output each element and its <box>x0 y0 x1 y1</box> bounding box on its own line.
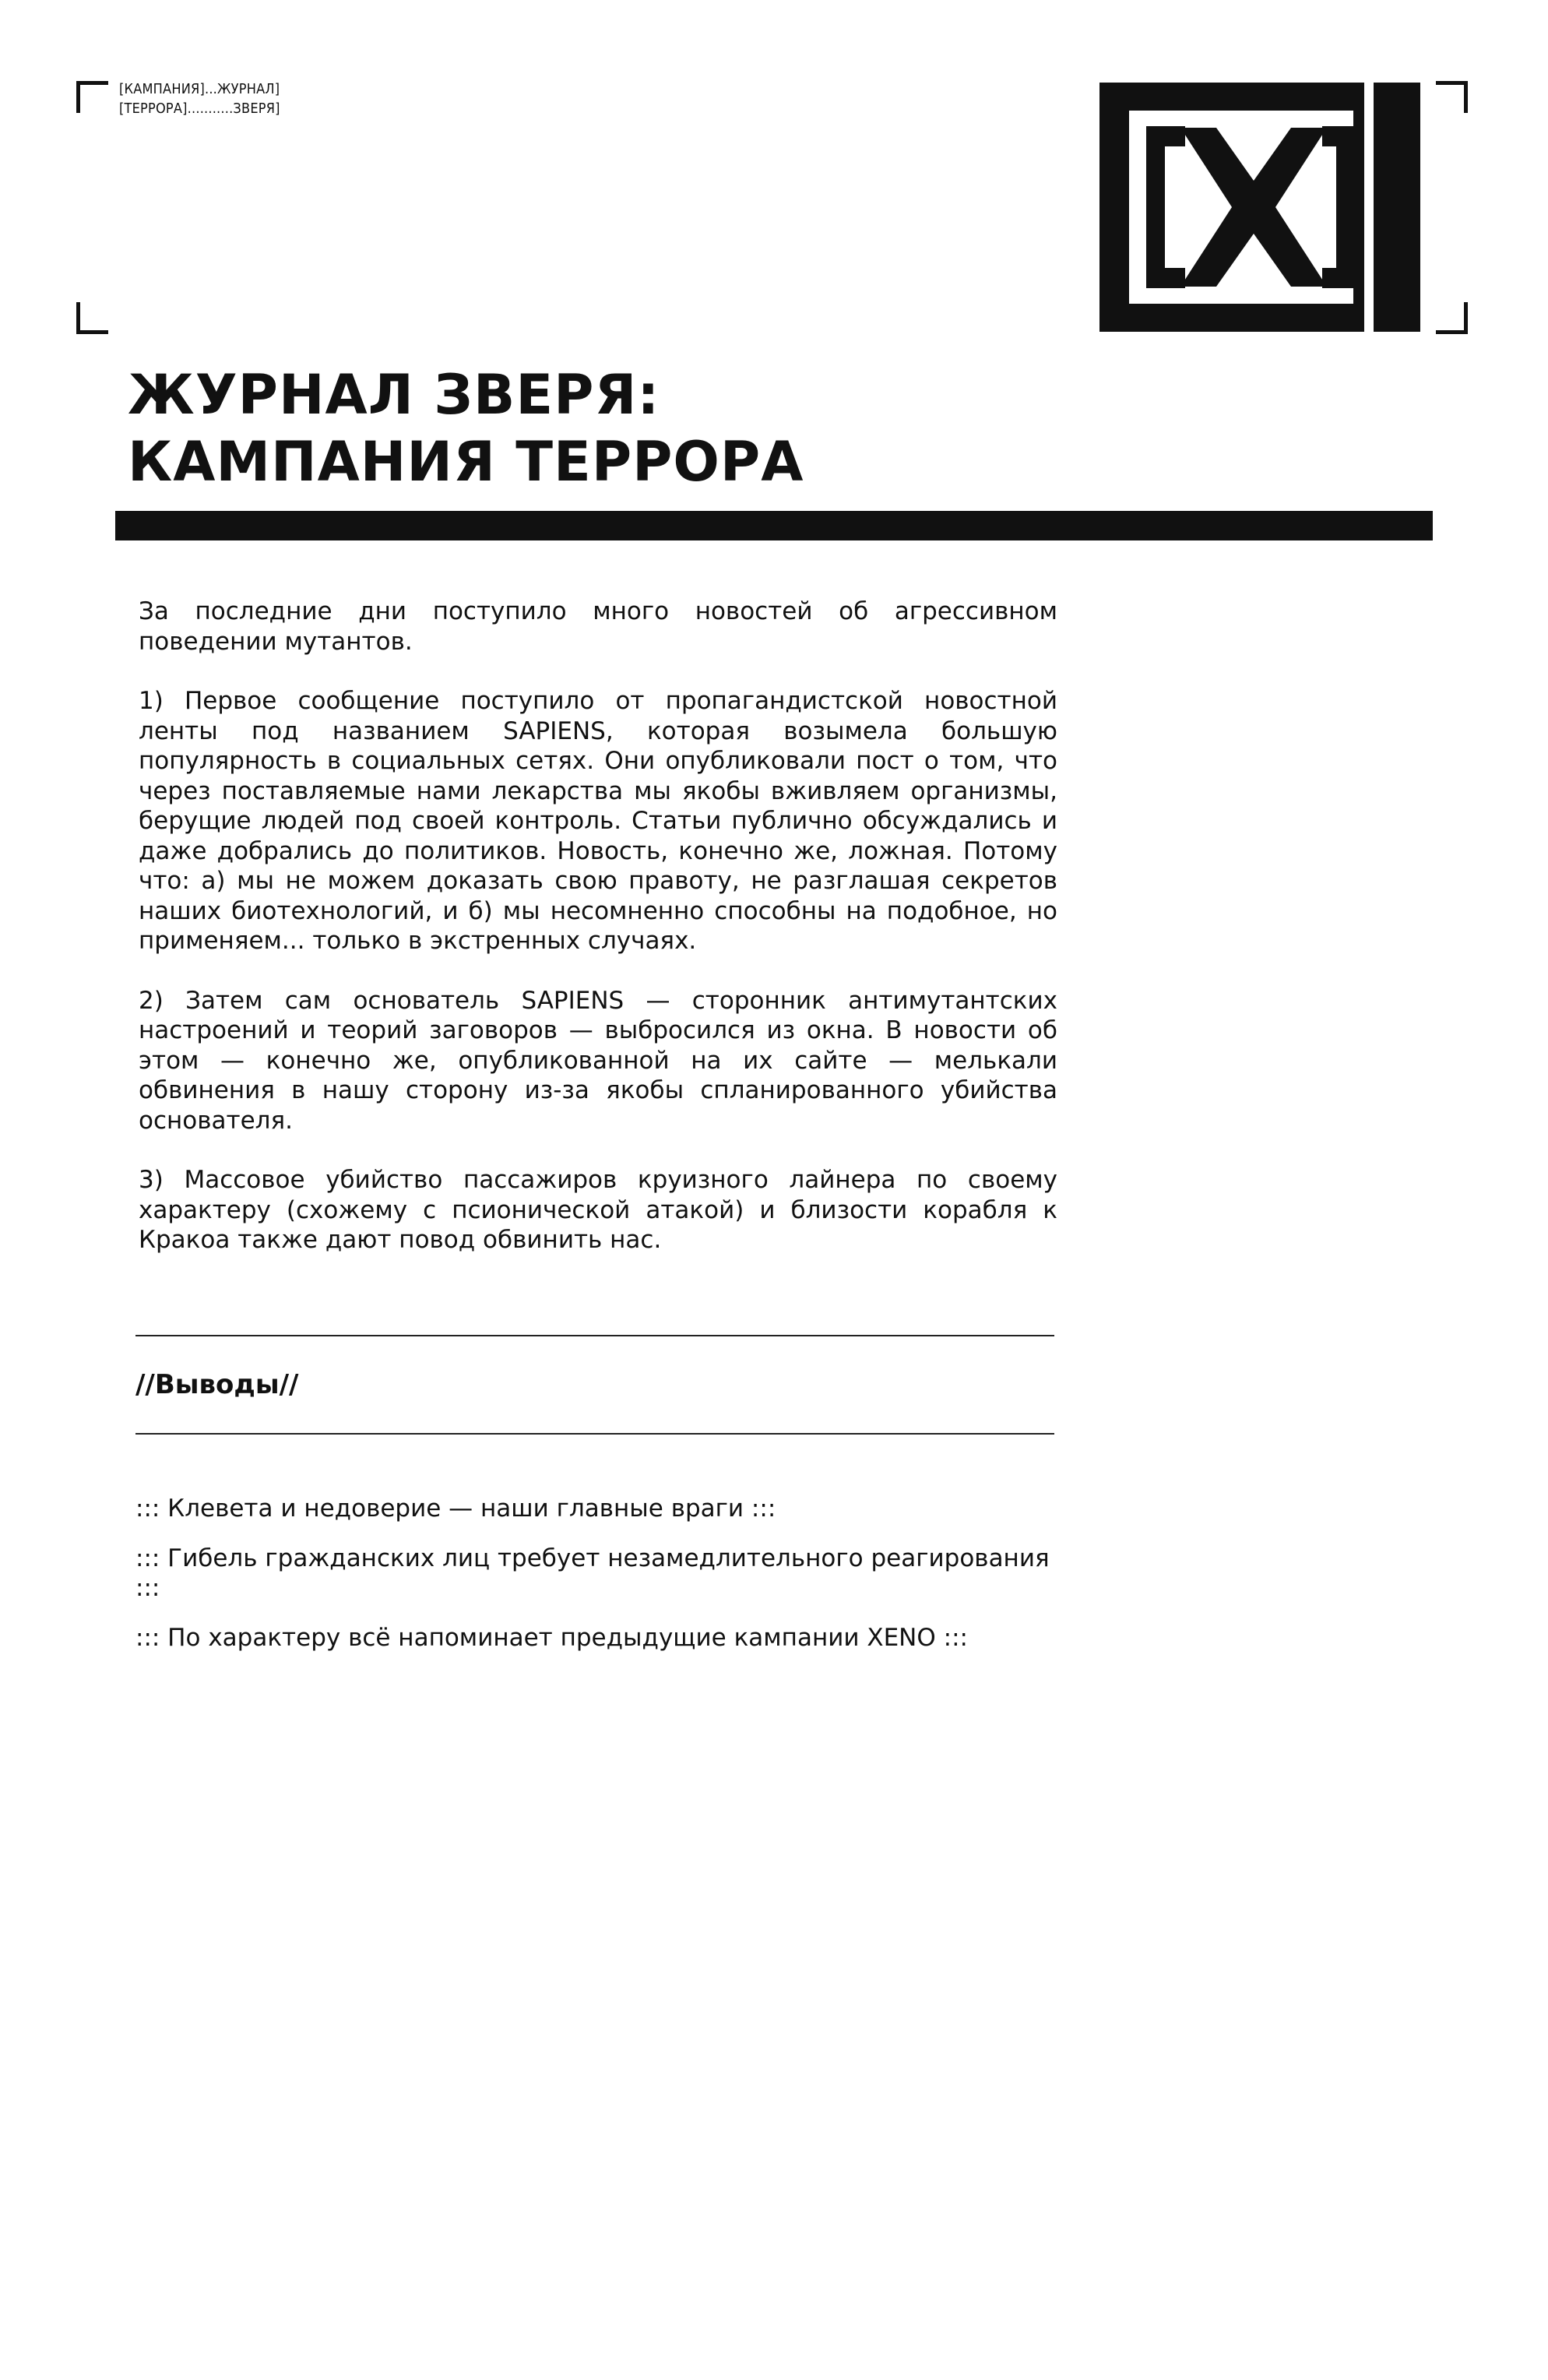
report-intro-paragraph: За последние дни поступило много новостей об агрессивном поведении мутантов. <box>139 597 1057 656</box>
report-item-3-paragraph: 3) Массовое убийство пассажиров круизного лайнера по своему характеру (схожему с псионической атакой) и близости корабля к Кракоа также дают повод обвинить нас. <box>139 1166 1057 1254</box>
header-code-line-2: [ТЕРРОРА]...........ЗВЕРЯ] <box>119 100 280 117</box>
header-code-line-1: [КАМПАНИЯ]...ЖУРНАЛ] <box>119 81 280 97</box>
frame-corner-top-left <box>76 81 108 113</box>
page-title-line-1: ЖУРНАЛ ЗВЕРЯ: <box>128 363 660 427</box>
report-item-2-paragraph: 2) Затем сам основатель SAPIENS — сторонник антимутантских настроений и теорий заговоров — выбросился из окна. В новости об этом — конечно же, опубликованной на их сайте — мелькали обвинения в нашу сторону из-за якобы спланированного убийства основателя. <box>139 986 1057 1135</box>
conclusion-item: ::: Гибель гражданских лиц требует незамедлительного реагирования ::: <box>135 1544 1050 1602</box>
report-item-1-paragraph: 1) Первое сообщение поступило от пропагандистской новостной ленты под названием SAPIENS, которая возымела большую популярность в социальных сетях. Они опубликовали пост о том, что через поставляемые нами лекарства мы якобы вживляем организмы, берущие людей под своей контроль. Статьи публично обсуждались и даже добрались до политиков. Новость, конечно же, ложная. Потому что: а) мы не можем доказать свою правоту, не разглашая секретов наших биотехнологий, и б) мы несомненно способны на подобное, но применяем... только в экстренных случаях. <box>139 687 1057 955</box>
frame-corner-bottom-right <box>1436 302 1468 334</box>
conclusions-list <box>135 1494 1070 1673</box>
frame-corner-bottom-left <box>76 302 108 334</box>
x-logo-icon <box>1099 83 1420 332</box>
report-body <box>139 597 1057 1285</box>
conclusion-item: ::: По характеру всё напоминает предыдущие кампании XENO ::: <box>135 1624 968 1652</box>
conclusions-divider-top <box>135 1335 1054 1336</box>
conclusion-item: ::: Клевета и недоверие — наши главные враги ::: <box>135 1495 776 1523</box>
frame-corner-top-right <box>1436 81 1468 113</box>
conclusions-heading: //Выводы// <box>135 1369 299 1400</box>
title-underline-bar <box>115 511 1433 540</box>
page-title-line-2: КАМПАНИЯ ТЕРРОРА <box>128 430 804 494</box>
page-title <box>128 361 804 495</box>
header-code <box>119 79 280 118</box>
conclusions-divider-bottom <box>135 1433 1054 1435</box>
